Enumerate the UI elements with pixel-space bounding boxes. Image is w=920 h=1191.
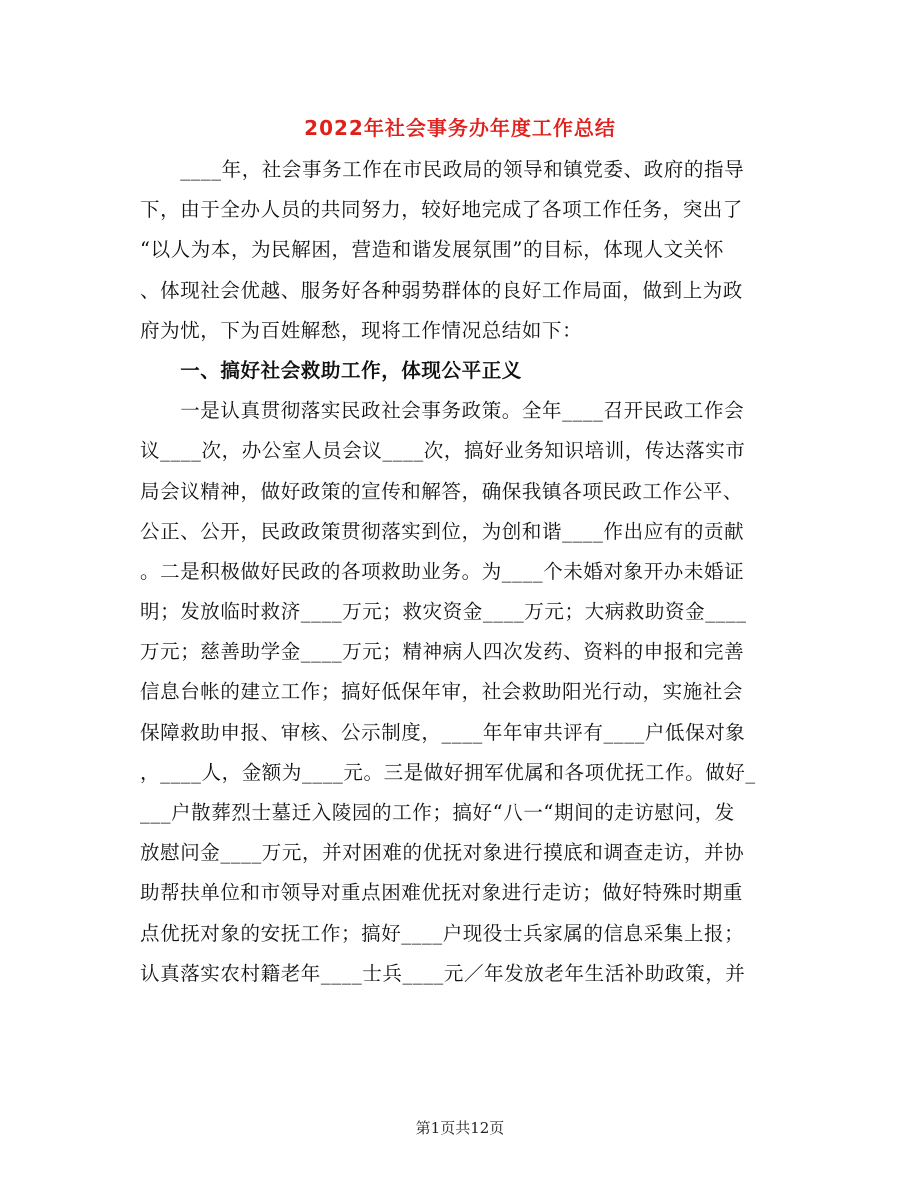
body-line: 一是认真贯彻落实民政社会事务政策。全年____召开民政工作会: [140, 399, 745, 423]
document-title: 2022年社会事务办年度工作总结: [304, 116, 616, 140]
body-line: 保障救助申报、审核、公示制度，____年年审共评有____户低保对象: [140, 720, 746, 744]
body-line: 明；发放临时救济____万元；救灾资金____万元；大病救助资金____: [140, 600, 747, 624]
body-line: 、体现社会优越、服务好各种弱势群体的良好工作局面，做到上为政: [140, 278, 744, 302]
body-line: ，____人，金额为____元。三是做好拥军优属和各项优抚工作。做好_: [140, 760, 756, 784]
body-line: 放慰问金____万元，并对困难的优抚对象进行摸底和调查走访，并协: [140, 841, 745, 865]
body-line: 点优抚对象的安抚工作；搞好____户现役士兵家属的信息采集上报；: [140, 921, 745, 945]
document-body: [140, 150, 780, 994]
body-line: 议____次，办公室人员会议____次，搞好业务知识培训，传达落实市: [140, 439, 746, 463]
section-heading: 一、搞好社会救助工作，体现公平正义: [140, 358, 522, 382]
page-number: 第1页共12页: [415, 1119, 505, 1137]
body-line: 信息台帐的建立工作；搞好低保年审，社会救助阳光行动，实施社会: [140, 680, 744, 704]
body-line: 下，由于全办人员的共同努力，较好地完成了各项工作任务，突出了: [140, 198, 744, 222]
body-line: 助帮扶单位和市领导对重点困难优抚对象进行走访；做好特殊时期重: [140, 881, 744, 905]
body-line: “以人为本，为民解困，营造和谐发展氛围”的目标，体现人文关怀: [140, 238, 724, 262]
body-line: ____年，社会事务工作在市民政局的领导和镇党委、政府的指导: [140, 158, 745, 181]
body-line: 认真落实农村籍老年____士兵____元／年发放老年生活补助政策，并: [140, 961, 746, 985]
body-line: 万元；慈善助学金____万元；精神病人四次发药、资料的申报和完善: [140, 640, 745, 664]
body-line: 。二是积极做好民政的各项救助业务。为____个未婚对象开办未婚证: [140, 559, 745, 583]
body-line: ___户散葬烈士墓迁入陵园的工作；搞好“八一“期间的走访慰问，发: [140, 801, 735, 824]
body-line: 局会议精神，做好政策的宣传和解答，确保我镇各项民政工作公平、: [140, 479, 744, 503]
body-line: 公正、公开，民政政策贯彻落实到位，为创和谐____作出应有的贡献: [140, 519, 745, 543]
body-line: 府为忧，下为百姓解愁，现将工作情况总结如下：: [140, 318, 583, 342]
